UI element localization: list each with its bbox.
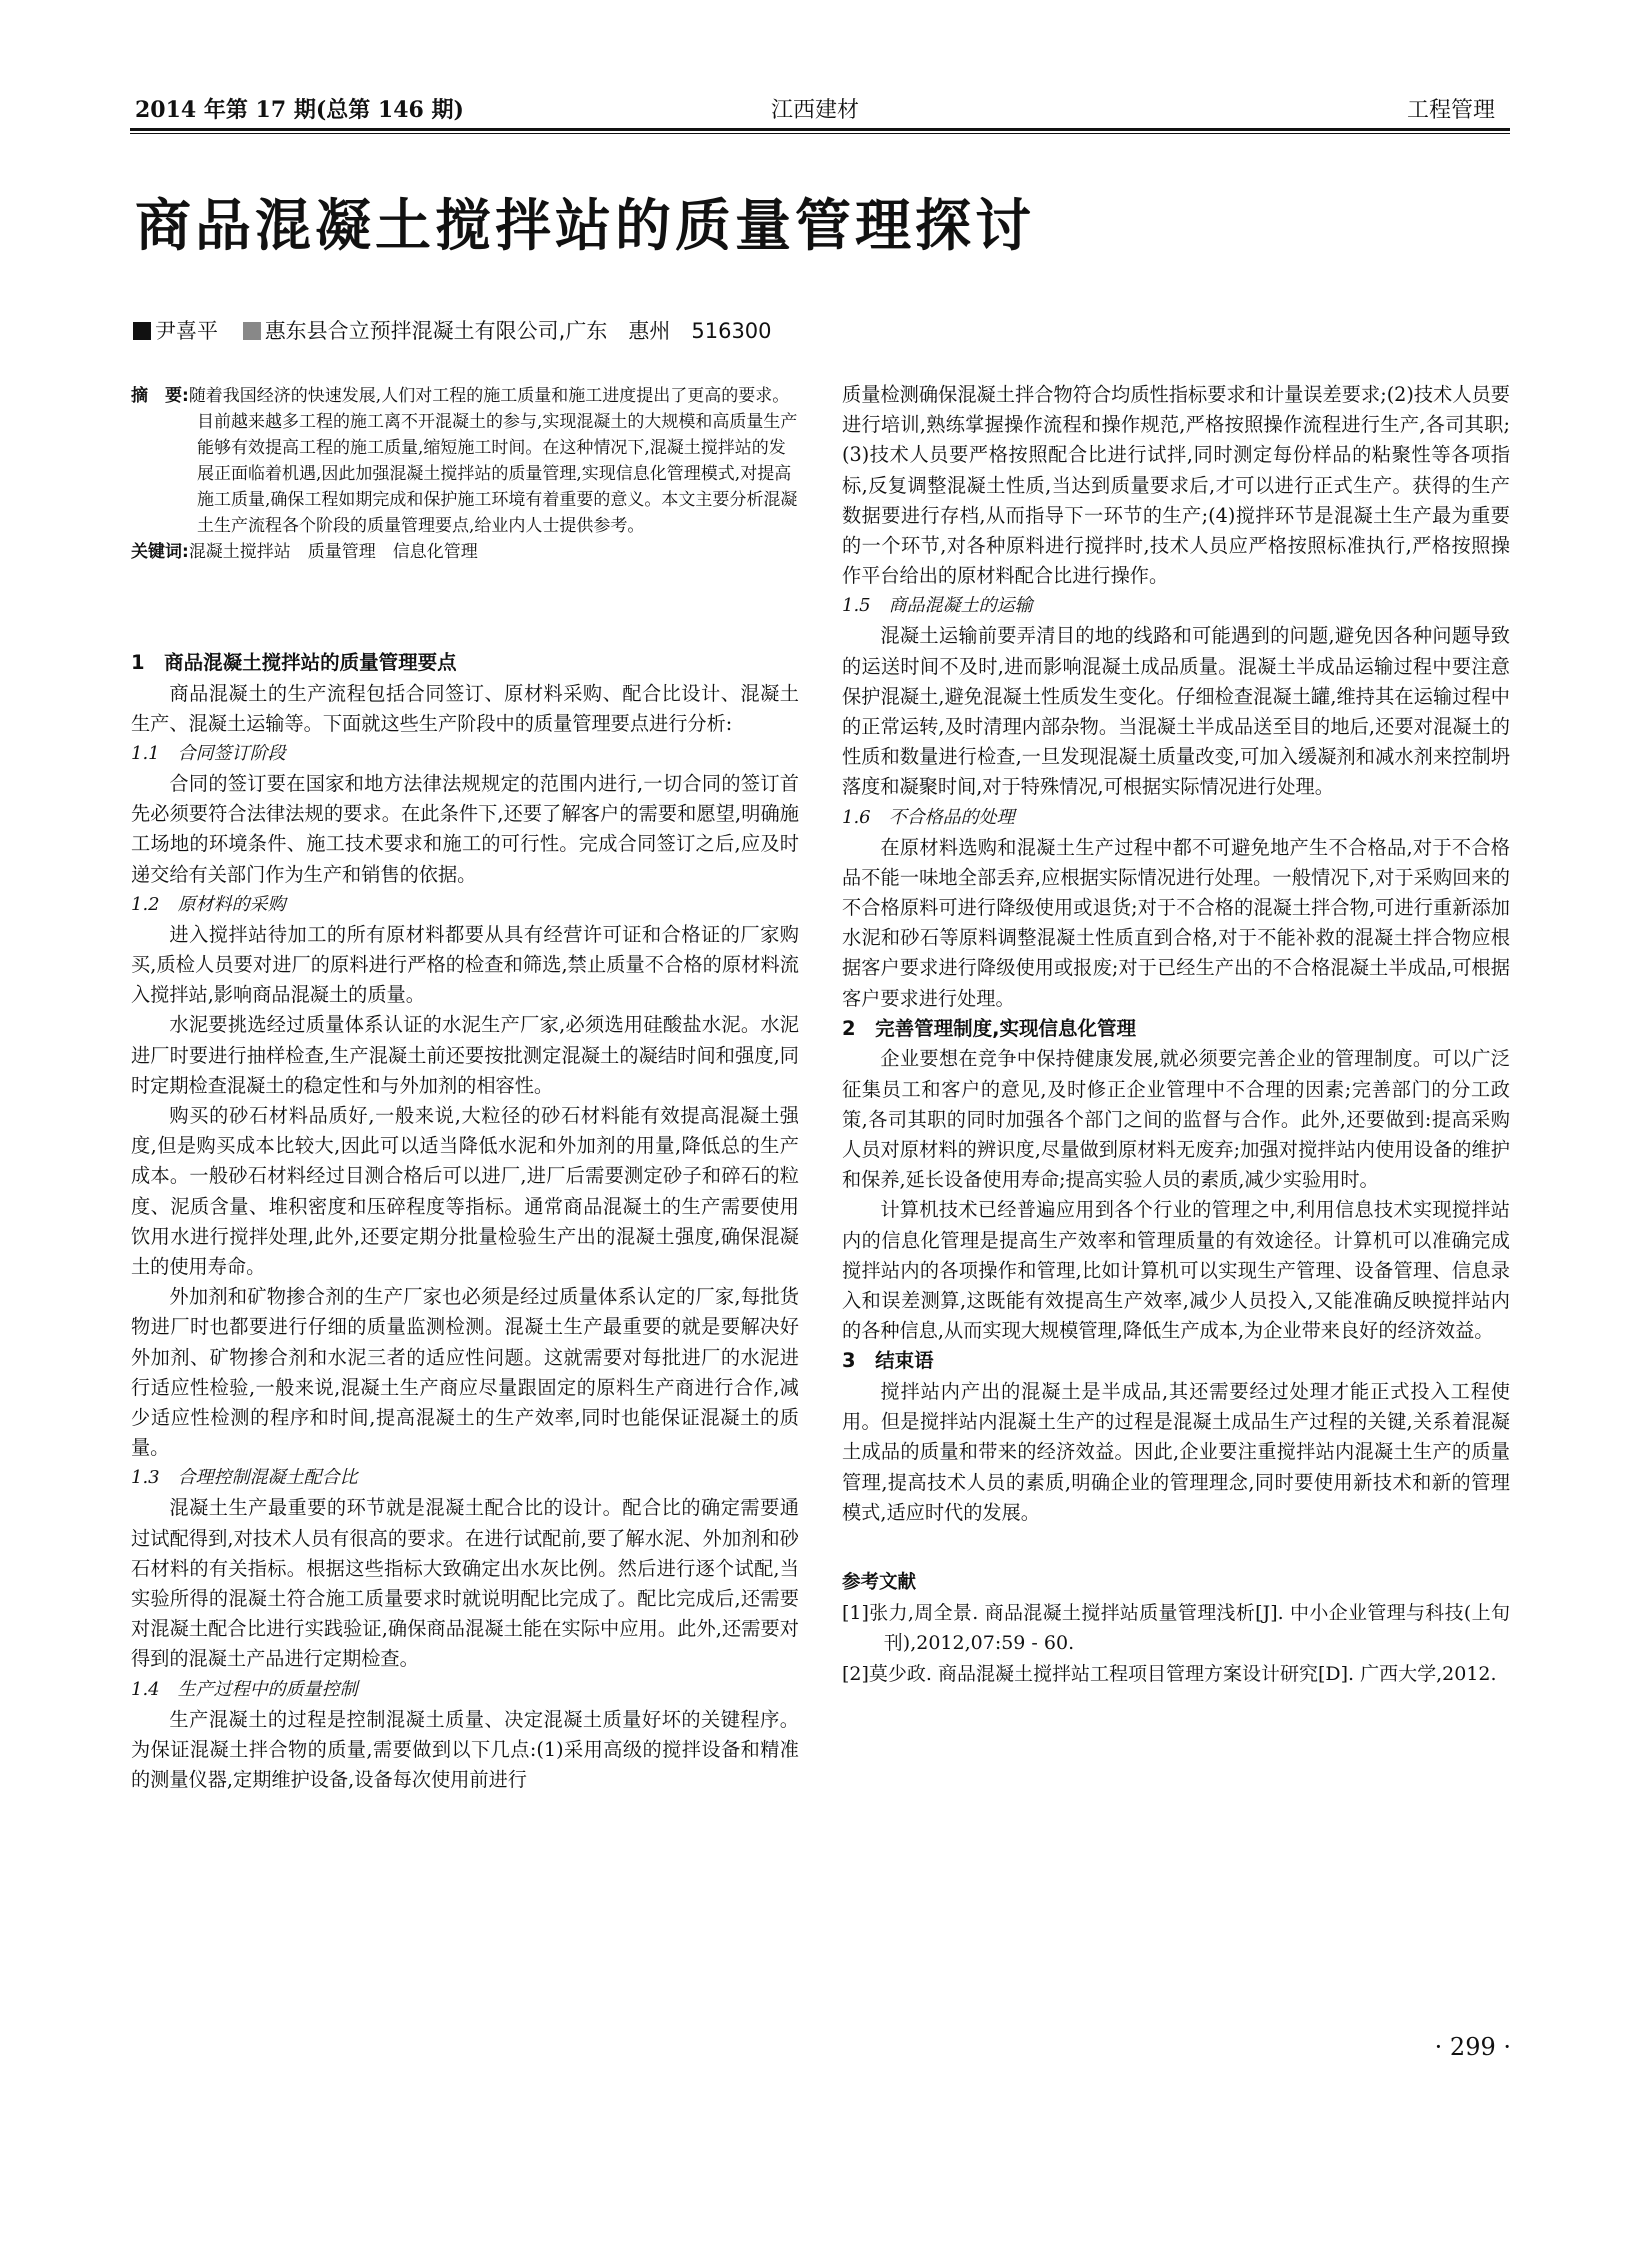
abstract-block [131,383,801,565]
paragraph: 外加剂和矿物掺合剂的生产厂家也必须是经过质量体系认定的厂家,每批货物进厂时也都要进行仔细的质量监测检测。混凝土生产最重要的就是要解决好外加剂、矿物掺合剂和水泥三者的适应性问题。这就需要对每批进厂的水泥进行适应性检验,一般来说,混凝土生产商应尽量跟固定的原料生产商进行合作,减少适应性检测的程序和时间,提高混凝土的生产效率,同时也能保证混凝土的质量。 [131,1285,799,1460]
references-heading: 参考文献 [842,1571,917,1593]
left-column [131,648,799,1795]
square-bullet-icon [133,322,151,340]
paragraph: 混凝土运输前要弄清目的地的线路和可能遇到的问题,避免因各种问题导致的运送时间不及时,进而影响混凝土成品质量。混凝土半成品运输过程中要注意保护混凝土,避免混凝土性质发生变化。仔细检查混凝土罐,维持其在运输过程中的正常运转,及时清理内部杂物。当混凝土半成品送至目的地后,还要对混凝土的性质和数量进行检查,一旦发现混凝土质量改变,可加入缓凝剂和减水剂来控制坍落度和凝聚时间,对于特殊情况,可根据实际情况进行处理。 [842,624,1510,799]
paragraph: 商品混凝土的生产流程包括合同签订、原材料采购、配合比设计、混凝土生产、混凝土运输等。下面就这些生产阶段中的质量管理要点进行分析: [131,681,799,735]
header-rule [130,128,1510,131]
reference-item: [1]张力,周全景. 商品混凝土搅拌站质量管理浅析[J]. 中小企业管理与科技(上旬刊),2012,07:59 - 60. [842,1602,1510,1655]
paragraph: 水泥要挑选经过质量体系认证的水泥生产厂家,必须选用硅酸盐水泥。水泥进厂时要进行抽样检查,生产混凝土前还要按批测定混凝土的凝结时间和强度,同时定期检查混凝土的稳定性和与外加剂的相容性。 [131,1013,799,1097]
subsection-heading: 1.1 合同签订阶段 [131,742,286,764]
keywords-label: 关键词: [131,542,189,562]
paragraph: 在原材料选购和混凝土生产过程中都不可避免地产生不合格品,对于不合格品不能一味地全部丢弃,应根据实际情况进行处理。一般情况下,对于采购回来的不合格原料可进行降级使用或退货;对于不合格的混凝土拌合物,可进行重新添加水泥和砂石等原料调整混凝土性质直到合格,对于不能补救的混凝土拌合物应根据客户要求进行降级使用或报废;对于已经生产出的不合格混凝土半成品,可根据客户要求进行处理。 [842,835,1510,1010]
paragraph: 质量检测确保混凝土拌合物符合均质性指标要求和计量误差要求;(2)技术人员要进行培训,熟练掌握操作流程和操作规范,严格按照操作流程进行生产,各司其职;(3)技术人员要严格按照配合比进行试拌,同时测定每份样品的粘聚性等各项指标,反复调整混凝土性质,当达到质量要求后,才可以进行正式生产。获得的生产数据要进行存档,从而指导下一环节的生产;(4)搅拌环节是混凝土生产最为重要的一个环节,对各种原料进行搅拌时,技术人员应严格按照标准执行,严格按照操作平台给出的原材料配合比进行操作。 [842,383,1510,588]
abstract-text: 随着我国经济的快速发展,人们对工程的施工质量和施工进度提出了更高的要求。目前越来越多工程的施工离不开混凝土的参与,实现混凝土的大规模和高质量生产能够有效提高工程的施工质量,缩短施工时间。在这种情况下,混凝土搅拌站的发展正面临着机遇,因此加强混凝土搅拌站的质量管理,实现信息化管理模式,对提高施工质量,确保工程如期完成和保护施工环境有着重要的意义。本文主要分析混凝土生产流程各个阶段的质量管理要点,给业内人士提供参考。 [188,386,798,536]
paragraph: 搅拌站内产出的混凝土是半成品,其还需要经过处理才能正式投入工程使用。但是搅拌站内混凝土生产的过程是混凝土成品生产过程的关键,关系着混凝土成品的质量和带来的经济效益。因此,企业要注重搅拌站内混凝土生产的质量管理,提高技术人员的素质,明确企业的管理理念,同时要使用新技术和新的管理模式,适应时代的发展。 [842,1379,1510,1524]
subsection-heading: 1.3 合理控制混凝土配合比 [131,1467,358,1489]
paragraph: 企业要想在竞争中保持健康发展,就必须要完善企业的管理制度。可以广泛征集员工和客户的意见,及时修正企业管理中不合理的因素;完善部门的分工政策,各司其职的同时加强各个部门之间的监督与合作。此外,还要做到:提高采购人员对原材料的辨识度,尽量做到原材料无废弃;加强对搅拌站内使用设备的维护和保养,延长设备使用寿命;提高实验人员的素质,减少实验用时。 [842,1047,1510,1192]
section-heading: 1 商品混凝土搅拌站的质量管理要点 [131,651,457,674]
author-name: 尹喜平 [155,319,218,343]
abstract [131,383,801,539]
section-heading: 3 结束语 [842,1349,934,1373]
subsection-heading: 1.2 原材料的采购 [131,893,286,915]
paragraph: 混凝土生产最重要的环节就是混凝土配合比的设计。配合比的确定需要通过试配得到,对技术人员有很高的要求。在进行试配前,要了解水泥、外加剂和砂石材料的有关指标。根据这些指标大致确定出水灰比例。然后进行逐个试配,当实验所得的混凝土符合施工质量要求时就说明配比完成了。配比完成后,还需要对混凝土配合比进行实践验证,确保商品混凝土能在实际中应用。此外,还需要对得到的混凝土产品进行定期检查。 [131,1496,799,1671]
subsection-heading: 1.5 商品混凝土的运输 [842,595,1033,617]
keywords-text: 混凝土搅拌站 质量管理 信息化管理 [188,542,478,562]
section-name: 工程管理 [1406,98,1495,123]
running-header [125,85,1505,125]
abstract-label: 摘 要: [131,386,189,406]
reference-item: [2]莫少政. 商品混凝土搅拌站工程项目管理方案设计研究[D]. 广西大学,2012. [842,1662,1497,1685]
paragraph: 生产混凝土的过程是控制混凝土质量、决定混凝土质量好坏的关键程序。为保证混凝土拌合物的质量,需要做到以下几点:(1)采用高级的搅拌设备和精准的测量仪器,定期维护设备,设备每次使用前进行 [131,1707,799,1791]
keywords [131,539,801,565]
subsection-heading: 1.4 生产过程中的质量控制 [131,1678,358,1700]
article-title: 商品混凝土搅拌站的质量管理探讨 [135,194,1035,259]
journal-name: 江西建材 [770,98,859,123]
page-number: · 299 · [1434,2033,1511,2061]
paragraph: 合同的签订要在国家和地方法律法规规定的范围内进行,一切合同的签订首先必须要符合法律法规的要求。在此条件下,还要了解客户的需要和愿望,明确施工场地的环境条件、施工技术要求和施工的可行性。完成合同签订之后,应及时递交给有关部门作为生产和销售的依据。 [131,771,799,886]
section-heading: 2 完善管理制度,实现信息化管理 [842,1016,1136,1040]
issue-info: 2014 年第 17 期(总第 146 期) [135,97,464,123]
affiliation: 惠东县合立预拌混凝土有限公司,广东 惠州 516300 [264,319,772,343]
square-bullet-icon [243,322,261,340]
paragraph: 计算机技术已经普遍应用到各个行业的管理之中,利用信息技术实现搅拌站内的信息化管理是提高生产效率和管理质量的有效途径。计算机可以准确完成搅拌站内的各项操作和管理,比如计算机可以实现生产管理、设备管理、信息录入和误差测算,这既能有效提高生产效率,减少人员投入,又能准确反映搅拌站内的各种信息,从而实现大规模管理,降低生产成本,为企业带来良好的经济效益。 [842,1198,1510,1343]
byline [133,315,772,345]
paragraph: 进入搅拌站待加工的所有原材料都要从具有经营许可证和合格证的厂家购买,质检人员要对进厂的原料进行严格的检查和筛选,禁止质量不合格的原材料流入搅拌站,影响商品混凝土的质量。 [131,922,799,1007]
subsection-heading: 1.6 不合格品的处理 [842,806,1015,828]
paragraph: 购买的砂石材料品质好,一般来说,大粒径的砂石材料能有效提高混凝土强度,但是购买成本比较大,因此可以适当降低水泥和外加剂的用量,降低总的生产成本。一般砂石材料经过目测合格后可以进厂,进厂后需要测定砂子和碎石的粒度、泥质含量、堆积密度和压碎程度等指标。通常商品混凝土的生产需要使用饮用水进行搅拌处理,此外,还要定期分批量检验生产出的混凝土强度,确保混凝土的使用寿命。 [131,1103,799,1278]
right-column [842,380,1510,1689]
header-rule-thin [130,133,1510,134]
